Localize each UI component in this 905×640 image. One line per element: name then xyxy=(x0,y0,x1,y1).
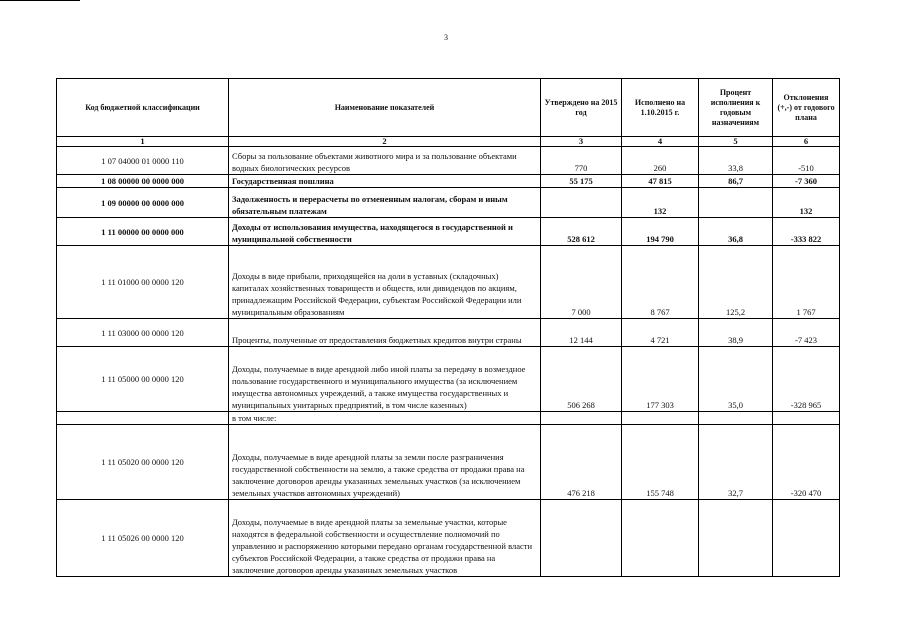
percent-cell: 35,0 xyxy=(699,347,773,412)
executed-cell: 177 303 xyxy=(622,347,699,412)
header-code: Код бюджетной классификации xyxy=(57,79,229,137)
percent-cell xyxy=(699,412,773,425)
executed-cell: 155 748 xyxy=(622,425,699,500)
column-number: 5 xyxy=(699,137,773,147)
approved-cell: 528 612 xyxy=(541,218,622,246)
percent-cell: 125,2 xyxy=(699,246,773,319)
percent-cell xyxy=(699,500,773,577)
approved-cell: 506 268 xyxy=(541,347,622,412)
executed-cell xyxy=(622,412,699,425)
header-row xyxy=(57,79,840,137)
percent-cell xyxy=(699,188,773,218)
name-cell: Проценты, полученные от предоставления бюджетных кредитов внутри страны xyxy=(229,319,541,347)
table-row xyxy=(57,425,840,500)
code-cell: 1 08 00000 00 0000 000 xyxy=(57,175,229,188)
column-number: 2 xyxy=(229,137,541,147)
code-cell: 1 09 00000 00 0000 000 xyxy=(57,188,229,218)
table-row xyxy=(57,347,840,412)
name-cell: Доходы, получаемые в виде арендной платы за земли после разграничения государственной собственности на землю, а также средства от продажи права на заключение договоров аренды указанных земельных участков (за исключением земельных участков автономных учреждений) xyxy=(229,425,541,500)
approved-cell: 12 144 xyxy=(541,319,622,347)
code-cell: 1 11 05020 00 0000 120 xyxy=(57,425,229,500)
name-cell: Доходы от использования имущества, находящегося в государственной и муниципальной собственности xyxy=(229,218,541,246)
name-cell: Государственная пошлина xyxy=(229,175,541,188)
code-cell xyxy=(57,412,229,425)
header-percent: Процент исполнения к годовым назначениям xyxy=(699,79,773,137)
name-cell: Задолженность и перерасчеты по отмененным налогам, сборам и иным обязательным платежам xyxy=(229,188,541,218)
percent-cell: 33,8 xyxy=(699,147,773,175)
table-row xyxy=(57,412,840,425)
deviation-cell: -320 470 xyxy=(773,425,840,500)
code-cell: 1 11 05026 00 0000 120 xyxy=(57,500,229,577)
executed-cell xyxy=(622,500,699,577)
executed-cell: 8 767 xyxy=(622,246,699,319)
executed-cell: 47 815 xyxy=(622,175,699,188)
deviation-cell xyxy=(773,412,840,425)
approved-cell xyxy=(541,188,622,218)
table-row xyxy=(57,500,840,577)
approved-cell: 476 218 xyxy=(541,425,622,500)
column-number: 3 xyxy=(541,137,622,147)
executed-cell: 132 xyxy=(622,188,699,218)
header-deviation: Отклонения (+,-) от годового плана xyxy=(773,79,840,137)
percent-cell: 86,7 xyxy=(699,175,773,188)
approved-cell xyxy=(541,412,622,425)
approved-cell xyxy=(541,500,622,577)
header-executed: Исполнено на 1.10.2015 г. xyxy=(622,79,699,137)
deviation-cell: -7 360 xyxy=(773,175,840,188)
column-number: 4 xyxy=(622,137,699,147)
approved-cell: 770 xyxy=(541,147,622,175)
name-cell: в том числе: xyxy=(229,412,541,425)
column-number-row xyxy=(57,137,840,147)
table-row xyxy=(57,147,840,175)
column-number: 6 xyxy=(773,137,840,147)
deviation-cell: -333 822 xyxy=(773,218,840,246)
deviation-cell xyxy=(773,500,840,577)
percent-cell: 32,7 xyxy=(699,425,773,500)
table-row xyxy=(57,246,840,319)
deviation-cell: -328 965 xyxy=(773,347,840,412)
table-row xyxy=(57,218,840,246)
code-cell: 1 11 05000 00 0000 120 xyxy=(57,347,229,412)
name-cell: Доходы, получаемые в виде арендной либо иной платы за передачу в возмездное пользование государственного и муниципального имущества (за исключением имущества автономных учреждений, а также имущества государственных и муниципальных унитарных предприятий, в том числе казенных) xyxy=(229,347,541,412)
approved-cell: 55 175 xyxy=(541,175,622,188)
executed-cell: 4 721 xyxy=(622,319,699,347)
table-row xyxy=(57,188,840,218)
deviation-cell: -7 423 xyxy=(773,319,840,347)
deviation-cell: 132 xyxy=(773,188,840,218)
code-cell: 1 11 00000 00 0000 000 xyxy=(57,218,229,246)
header-name: Наименование показателей xyxy=(229,79,541,137)
executed-cell: 194 790 xyxy=(622,218,699,246)
approved-cell: 7 000 xyxy=(541,246,622,319)
table-row xyxy=(57,175,840,188)
header-approved: Утверждено на 2015 год xyxy=(541,79,622,137)
table-row xyxy=(57,319,840,347)
name-cell: Доходы, получаемые в виде арендной платы за земельные участки, которые находятся в федеральной собственности и осуществление полномочий по управлению и распоряжению которыми передано органам государственной власти субъектов Российской Федерации, а также средства от продажи права на заключение договоров аренды указанных земельных участков xyxy=(229,500,541,577)
page-number: 3 xyxy=(444,33,448,42)
code-cell: 1 11 03000 00 0000 120 xyxy=(57,319,229,347)
deviation-cell: -510 xyxy=(773,147,840,175)
executed-cell: 260 xyxy=(622,147,699,175)
code-cell: 1 11 01000 00 0000 120 xyxy=(57,246,229,319)
code-cell: 1 07 04000 01 0000 110 xyxy=(57,147,229,175)
top-rule xyxy=(0,0,80,1)
budget-table xyxy=(56,78,840,577)
percent-cell: 36,8 xyxy=(699,218,773,246)
column-number: 1 xyxy=(57,137,229,147)
percent-cell: 38,9 xyxy=(699,319,773,347)
name-cell: Сборы за пользование объектами животного мира и за пользование объектами водных биологических ресурсов xyxy=(229,147,541,175)
name-cell: Доходы в виде прибыли, приходящейся на доли в уставных (складочных) капиталах хозяйственных товариществ и обществ, или дивидендов по акциям, принадлежащим Российской Федерации, субъектам Российской Федерации или муниципальным образованиям xyxy=(229,246,541,319)
deviation-cell: 1 767 xyxy=(773,246,840,319)
